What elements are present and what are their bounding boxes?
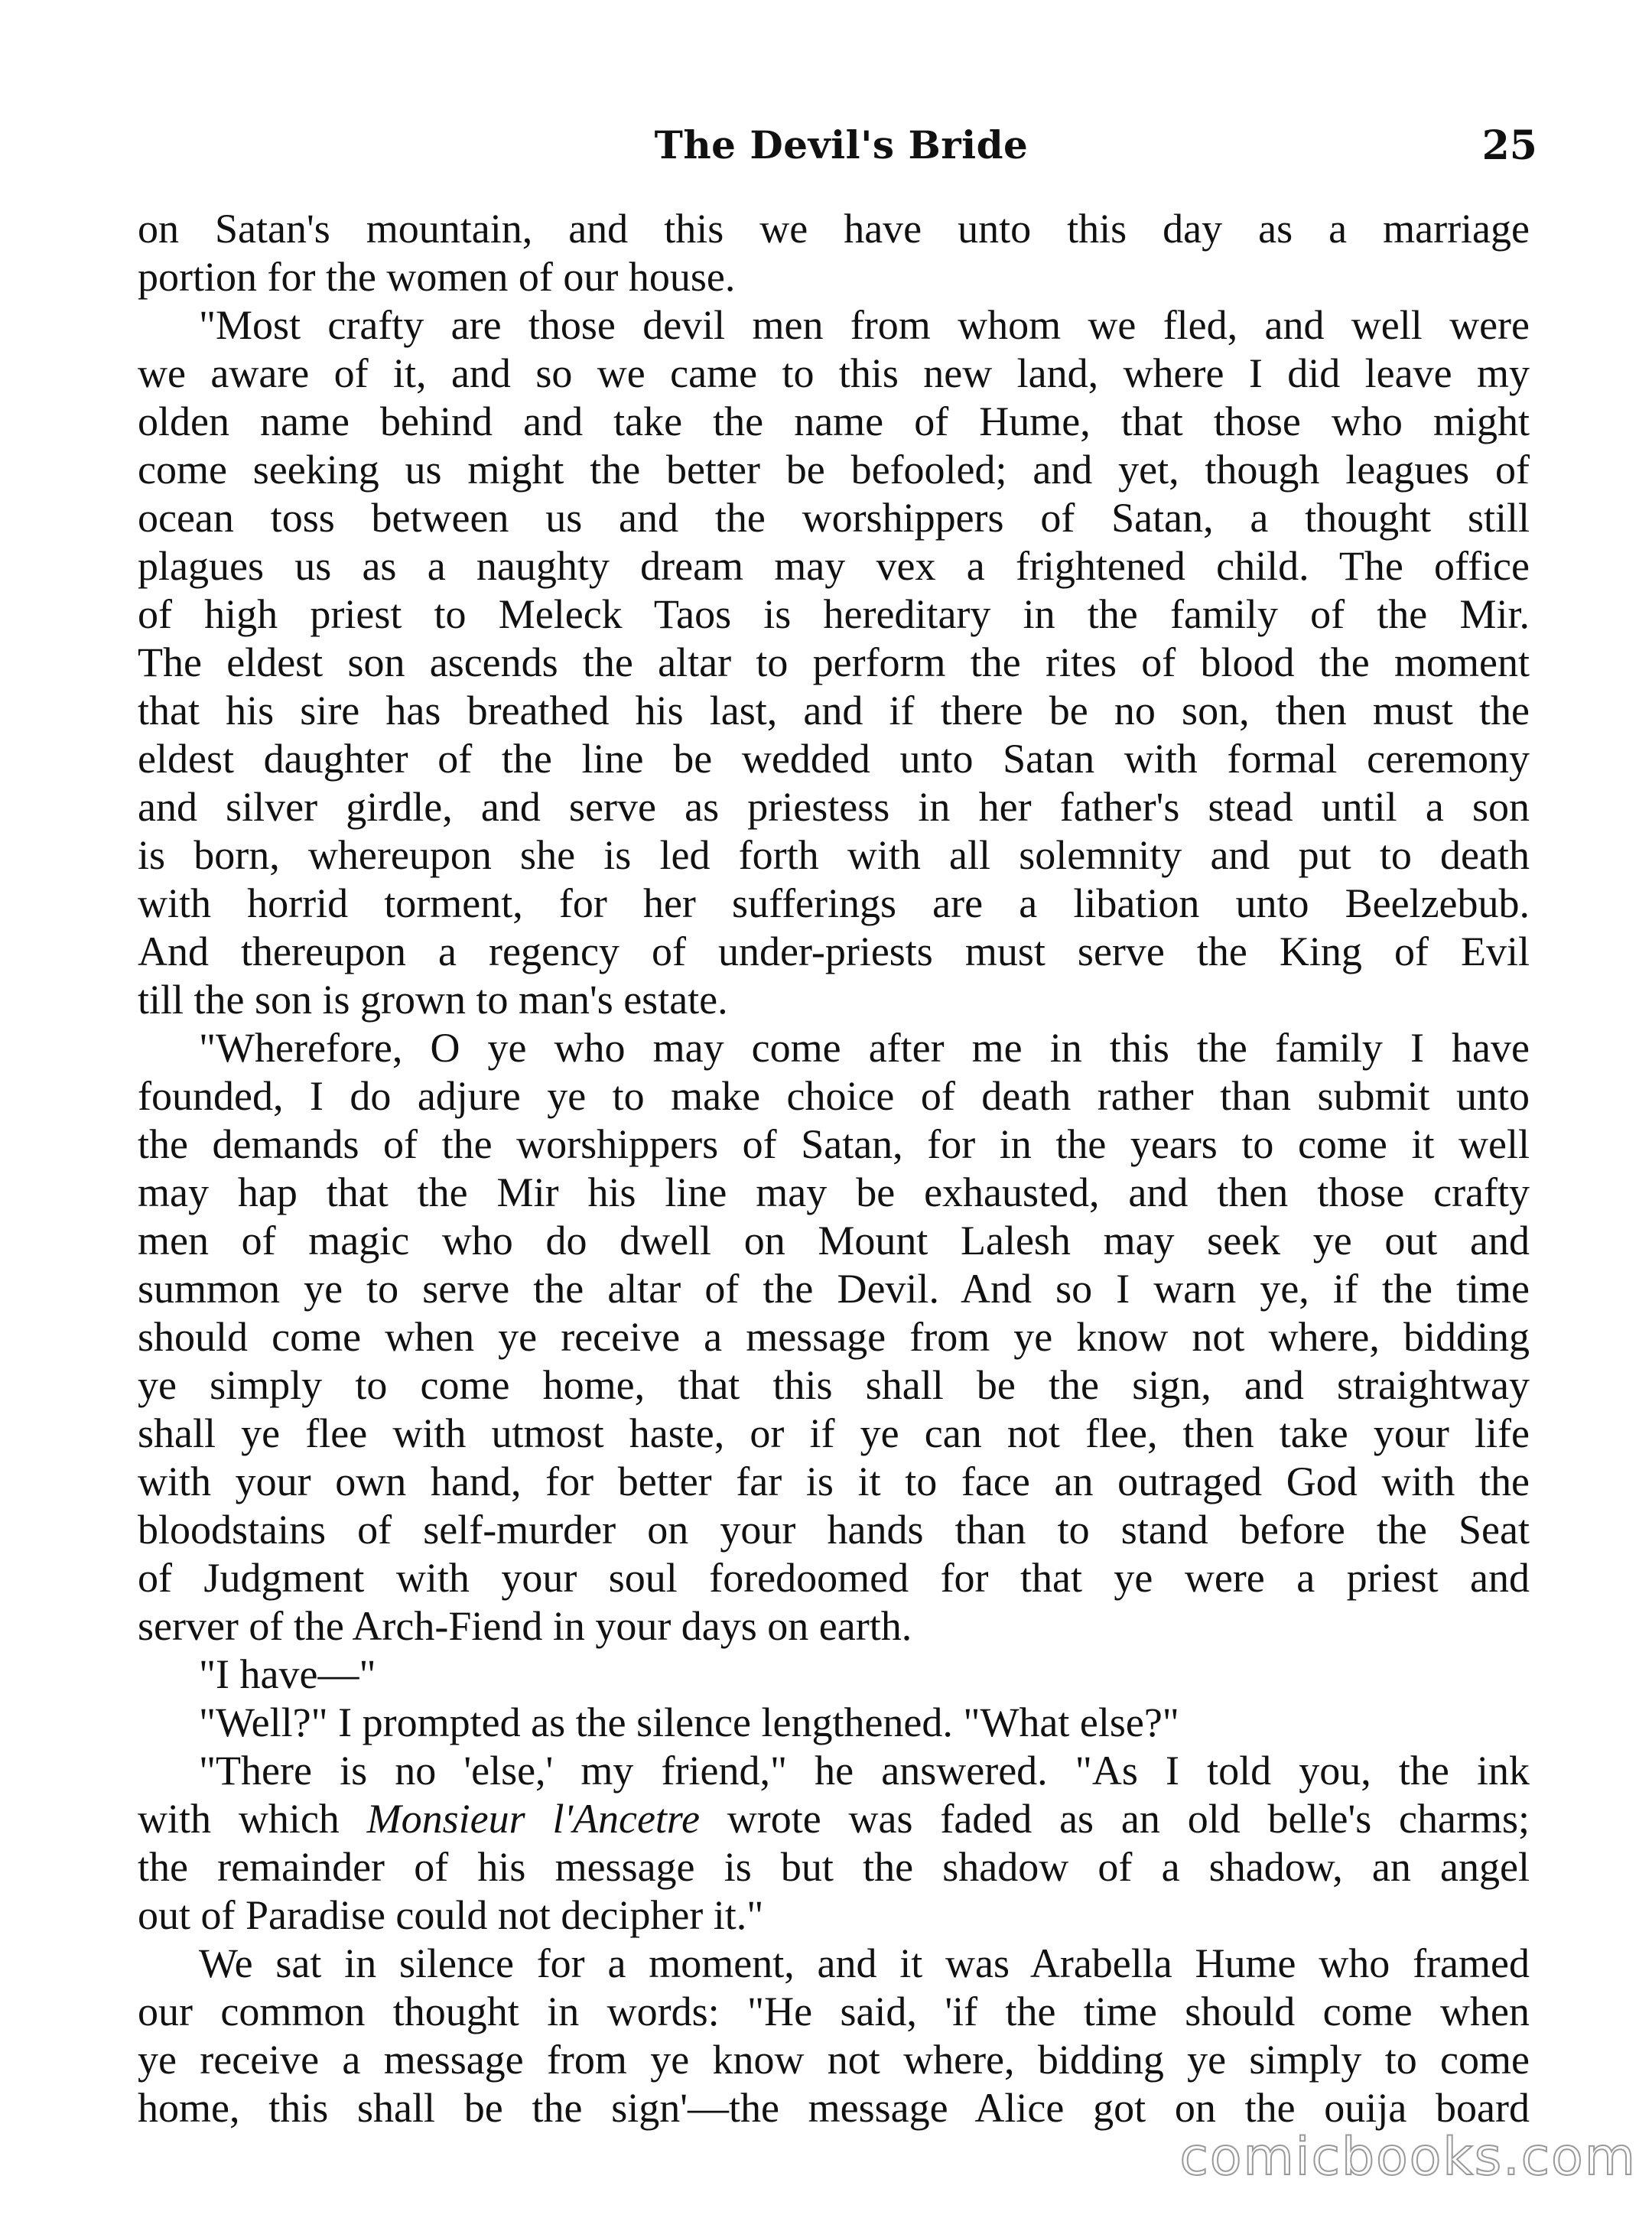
text-line: the remainder of his message is but the shadow of a shadow, an angel: [138, 1844, 1530, 1890]
text-line: with your own hand, for better far is it to face an outraged God with the: [138, 1459, 1530, 1504]
text-line: till the son is grown to man's estate.: [138, 977, 728, 1023]
text-line: "Most crafty are those devil men from whom we fled, and well were: [199, 302, 1530, 348]
text-line: men of magic who do dwell on Mount Lalesh may seek ye out and: [138, 1218, 1530, 1263]
text-line: founded, I do adjure ye to make choice of death rather than submit unto: [138, 1073, 1530, 1119]
text-line: And thereupon a regency of under-priests must serve the King of Evil: [138, 929, 1530, 974]
text-line: may hap that the Mir his line may be exhausted, and then those crafty: [138, 1169, 1530, 1215]
text-line: shall ye flee with utmost haste, or if ye can not flee, then take your life: [138, 1410, 1530, 1456]
text-segment: with which: [138, 1796, 367, 1842]
text-line: olden name behind and take the name of Hume, that those who might: [138, 398, 1530, 444]
text-segment: wrote was faded as an old belle's charms;: [699, 1796, 1530, 1842]
text-line: plagues us as a naughty dream may vex a frightened child. The office: [138, 543, 1530, 589]
text-line: The eldest son ascends the altar to perform the rites of blood the moment: [138, 639, 1530, 685]
text-line: come seeking us might the better be befooled; and yet, though leagues of: [138, 447, 1530, 493]
text-line: of high priest to Meleck Taos is hereditary in the family of the Mir.: [138, 591, 1530, 637]
text-line: out of Paradise could not decipher it.": [138, 1892, 764, 1938]
body-text: [138, 205, 1530, 2132]
text-line: bloodstains of self-murder on your hands than to stand before the Seat: [138, 1507, 1530, 1553]
text-line: We sat in silence for a moment, and it was Arabella Hume who framed: [199, 1940, 1530, 1986]
text-line: that his sire has breathed his last, and if there be no son, then must the: [138, 688, 1530, 733]
text-line: eldest daughter of the line be wedded unto Satan with formal ceremony: [138, 736, 1530, 782]
text-line: on Satan's mountain, and this we have unto this day as a marriage: [138, 206, 1530, 252]
text-line: with horrid torment, for her sufferings are a libation unto Beelzebub.: [138, 880, 1530, 926]
text-line: home, this shall be the sign'—the message Alice got on the ouija board: [138, 2085, 1530, 2131]
text-line: "There is no 'else,' my friend," he answered. "As I told you, the ink: [199, 1748, 1530, 1794]
page-number: 25: [1481, 122, 1537, 169]
text-line: ocean toss between us and the worshippers of Satan, a thought still: [138, 495, 1530, 541]
text-line: "Wherefore, O ye who may come after me in this the family I have: [199, 1025, 1530, 1071]
text-line: [138, 1795, 1530, 1843]
text-line: the demands of the worshippers of Satan, for in the years to come it well: [138, 1121, 1530, 1167]
text-line: we aware of it, and so we came to this new land, where I did leave my: [138, 350, 1530, 396]
text-line: and silver girdle, and serve as priestess in her father's stead until a son: [138, 784, 1530, 830]
running-title: The Devil's Bride: [654, 122, 1029, 167]
watermark-logo: comicbooks.com: [1179, 2127, 1637, 2187]
text-line: "I have—": [199, 1651, 376, 1697]
text-line: "Well?" I prompted as the silence lengthened. "What else?": [199, 1699, 1179, 1745]
text-line: portion for the women of our house.: [138, 254, 736, 300]
text-line: should come when ye receive a message from ye know not where, bidding: [138, 1314, 1530, 1360]
text-line: of Judgment with your soul foredoomed for that ye were a priest and: [138, 1555, 1530, 1601]
text-line: server of the Arch-Fiend in your days on earth.: [138, 1603, 912, 1649]
text-line: our common thought in words: "He said, 'if the time should come when: [138, 1989, 1530, 2034]
italic-title: Monsieur l'Ancetre: [366, 1796, 700, 1842]
text-line: ye simply to come home, that this shall be the sign, and straightway: [138, 1362, 1530, 1408]
text-line: is born, whereupon she is led forth with all solemnity and put to death: [138, 832, 1530, 878]
text-line: ye receive a message from ye know not where, bidding ye simply to come: [138, 2037, 1530, 2083]
text-line: summon ye to serve the altar of the Devil. And so I warn ye, if the time: [138, 1266, 1530, 1312]
page-header: [145, 122, 1537, 184]
